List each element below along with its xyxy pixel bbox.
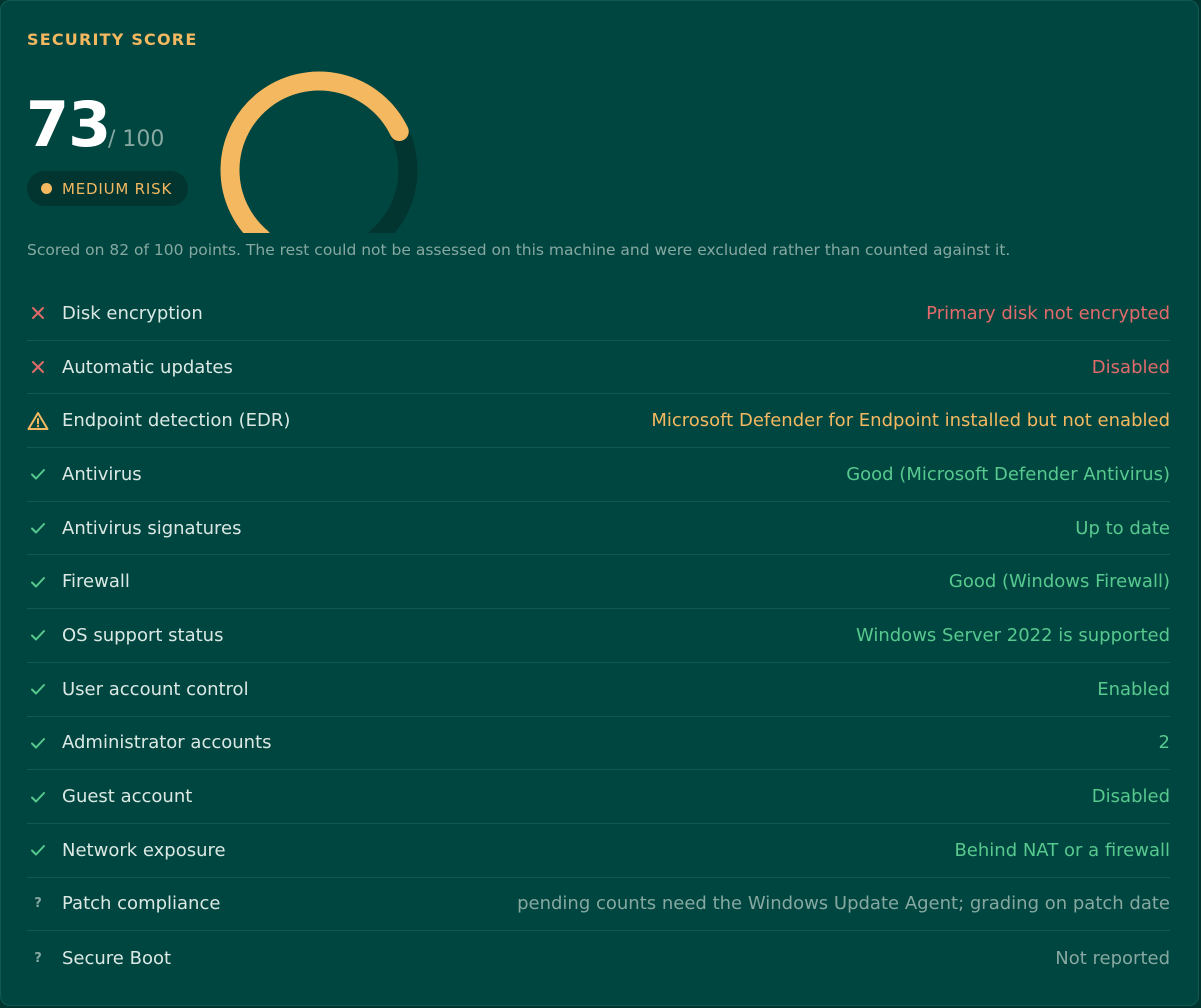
check-row — [27, 555, 1170, 609]
check-label: Network exposure — [62, 839, 226, 861]
check-label: Antivirus — [62, 463, 142, 485]
gauge-fill — [230, 81, 399, 233]
risk-badge — [27, 171, 188, 206]
warning-icon — [27, 410, 49, 432]
question-icon: ? — [34, 950, 42, 966]
check-row — [27, 609, 1170, 663]
check-label: Guest account — [62, 786, 193, 808]
check-label: Antivirus signatures — [62, 517, 242, 539]
check-row — [27, 341, 1170, 395]
check-value: Good (Windows Firewall) — [948, 571, 1170, 593]
check-value: Up to date — [1075, 517, 1170, 539]
check-label: Automatic updates — [62, 356, 233, 378]
check-row — [27, 931, 1170, 985]
check-row — [27, 394, 1170, 448]
check-row — [27, 287, 1170, 341]
check-value: Behind NAT or a firewall — [954, 839, 1170, 861]
check-value: Disabled — [1091, 786, 1170, 808]
check-icon — [27, 786, 49, 808]
check-label: Disk encryption — [62, 302, 203, 324]
check-value: Microsoft Defender for Endpoint installed but not enabled — [651, 410, 1170, 432]
check-list — [27, 287, 1170, 985]
check-row — [27, 717, 1170, 771]
x-icon — [27, 356, 49, 378]
question-icon: ? — [34, 896, 42, 912]
x-icon — [27, 302, 49, 324]
check-value: pending counts need the Windows Update Agent; grading on patch date — [517, 893, 1170, 915]
check-label: Firewall — [62, 571, 130, 593]
check-icon — [27, 732, 49, 754]
check-value: Primary disk not encrypted — [926, 302, 1170, 324]
check-label: User account control — [62, 678, 249, 700]
check-value: Disabled — [1091, 356, 1170, 378]
score-max: / 100 — [108, 127, 165, 152]
check-value: Enabled — [1097, 678, 1170, 700]
check-label: Administrator accounts — [62, 732, 272, 754]
check-label: Patch compliance — [62, 893, 221, 915]
check-value: Good (Microsoft Defender Antivirus) — [846, 463, 1170, 485]
score-value: 73 — [26, 88, 111, 161]
check-value: Windows Server 2022 is supported — [855, 624, 1170, 646]
score-gauge — [211, 63, 427, 233]
check-icon — [27, 463, 49, 485]
check-row — [27, 824, 1170, 878]
check-row — [27, 878, 1170, 932]
check-icon — [27, 624, 49, 646]
check-icon — [27, 839, 49, 861]
check-label: Secure Boot — [62, 947, 172, 969]
check-label: OS support status — [62, 624, 224, 646]
check-row — [27, 663, 1170, 717]
card-title: SECURITY SCORE — [27, 30, 198, 49]
check-row — [27, 448, 1170, 502]
check-value: 2 — [1158, 732, 1170, 754]
check-row — [27, 502, 1170, 556]
check-row — [27, 770, 1170, 824]
check-icon — [27, 517, 49, 539]
check-icon — [27, 678, 49, 700]
risk-label: MEDIUM RISK — [62, 179, 173, 198]
scoring-note: Scored on 82 of 100 points. The rest could not be assessed on this machine and were excluded rather than counted against it. — [27, 241, 1011, 259]
check-icon — [27, 571, 49, 593]
check-value: Not reported — [1055, 947, 1170, 969]
risk-dot-icon — [41, 183, 52, 194]
check-label: Endpoint detection (EDR) — [62, 410, 291, 432]
